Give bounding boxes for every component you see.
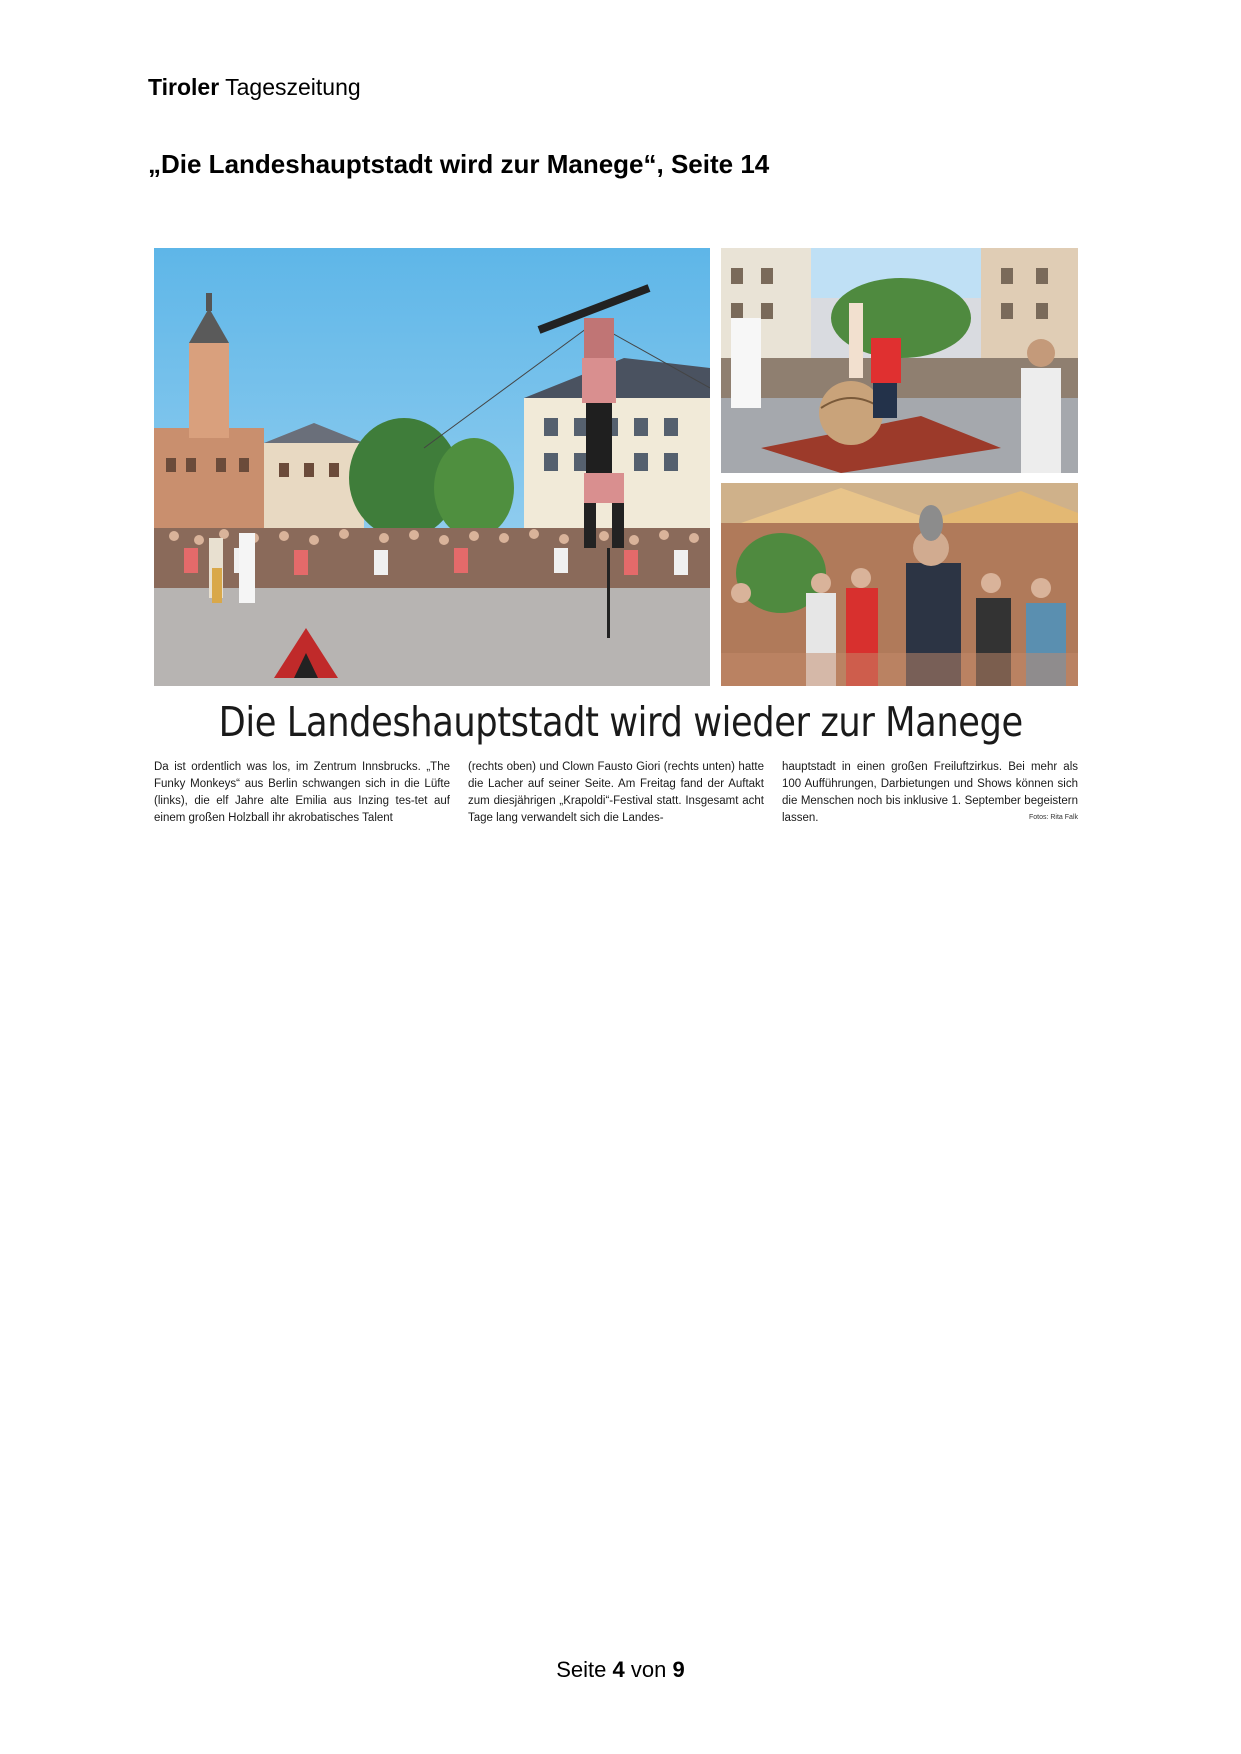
caption-column-2: (rechts oben) und Clown Fausto Giori (rechts unten) hatte die Lacher auf seiner Seite. Am Freitag fand der Auftakt zum diesjährigen „Krapoldi“-Festival statt. Insgesamt acht Tage lang verwandelt sich die Landes-: [468, 761, 764, 824]
publication-name-bold: Tiroler: [148, 74, 220, 100]
photo-acrobats: [154, 248, 710, 686]
photo-girl-on-ball: [721, 248, 1078, 473]
publication-name: [148, 73, 361, 101]
article-headline: Die Landeshauptstadt wird wieder zur Manege: [218, 698, 1023, 746]
article-reference-title: „Die Landeshauptstadt wird zur Manege“, Seite 14: [148, 149, 770, 179]
photo-clown: [721, 483, 1078, 686]
caption-columns: [154, 759, 1078, 829]
page-prefix: Seite: [556, 1657, 607, 1682]
caption-column-3: hauptstadt in einen großen Freiluftzirkus. Bei mehr als 100 Aufführungen, Darbietungen und Shows können sich die Menschen noch bis inklusive 1. September begeistern lassen.: [782, 761, 1078, 824]
current-page: 4: [612, 1657, 625, 1682]
newspaper-clipping: [154, 248, 1078, 830]
caption-column-1: Da ist ordentlich was los, im Zentrum Innsbrucks. „The Funky Monkeys“ aus Berlin schwangen sich in die Lüfte (links), die elf Jahre alte Emilia aus Inzing tes-tet auf einem großen Holzball ihr akrobatisches Talent: [154, 761, 450, 824]
page-middle: von: [630, 1657, 667, 1682]
publication-name-rest: Tageszeitung: [225, 74, 361, 100]
page-number: [0, 1656, 1241, 1684]
photo-credit: Fotos: Rita Falk: [1028, 814, 1078, 821]
total-pages: 9: [672, 1657, 685, 1682]
